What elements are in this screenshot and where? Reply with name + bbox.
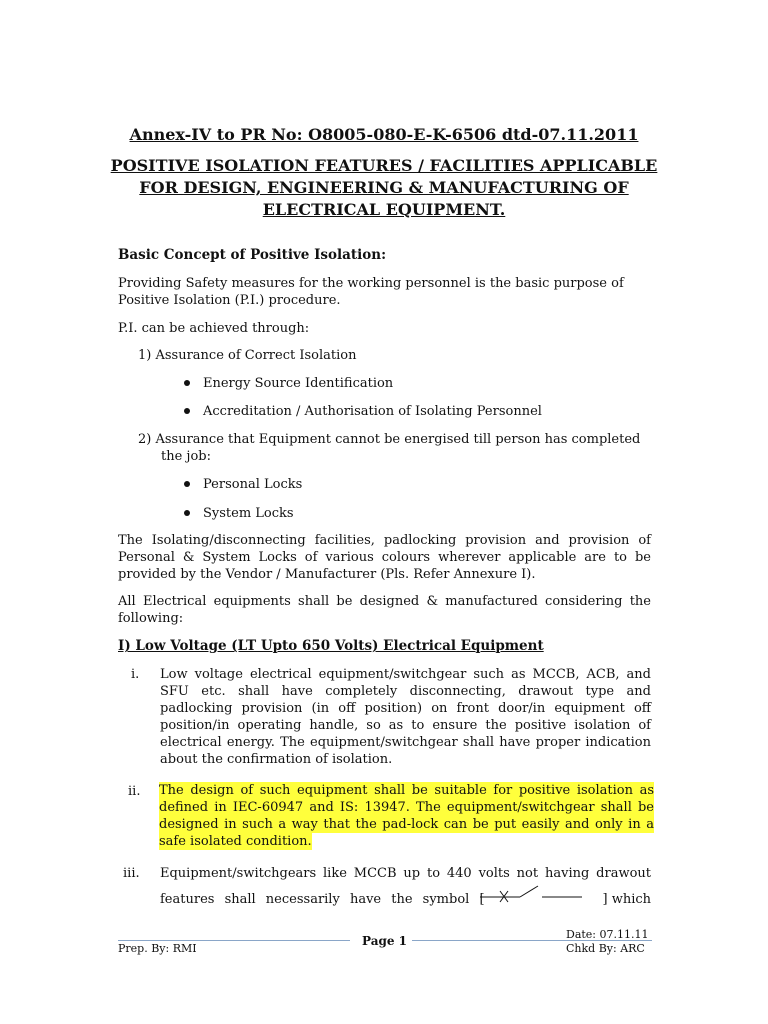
item-ii-number: ii.: [128, 784, 141, 799]
item-2-line-1: 2) Assurance that Equipment cannot be energised till person has completed: [138, 432, 641, 447]
pi-through: P.I. can be achieved through:: [118, 321, 310, 336]
para-isolating: The Isolating/disconnecting facilities, padlocking provision and provision of Personal & System Locks of various colours wherever applicable are to be provided by the Vendor / Manufacturer (Pls. Refer Annexure I).: [118, 533, 651, 582]
item-ii-line-3: designed in such a way that the pad-lock can be put easily and only in a: [159, 817, 654, 832]
lt-heading: I) Low Voltage (LT Upto 650 Volts) Electrical Equipment: [118, 638, 544, 654]
intro-line-1: Providing Safety measures for the working personnel is the basic purpose of: [118, 276, 624, 291]
intro-paragraph: [118, 275, 624, 309]
item-i-number: i.: [131, 667, 140, 682]
item-1: 1) Assurance of Correct Isolation: [138, 348, 357, 363]
item-iii-line-2-end: ] which: [602, 892, 651, 907]
footer-page-number: Page 1: [362, 934, 408, 948]
item-iii-line-2-text: features shall necessarily have the symbol [: [160, 892, 485, 907]
item-ii-line-1: The design of such equipment shall be suitable for positive isolation as: [159, 783, 654, 798]
main-title: [0, 155, 768, 221]
item-iii-number: iii.: [123, 866, 140, 881]
footer-date: Date: 07.11.11: [566, 928, 649, 941]
main-title-line-3: ELECTRICAL EQUIPMENT.: [262, 200, 506, 219]
bullet-personal-locks: Personal Locks: [203, 477, 303, 492]
section-heading: Basic Concept of Positive Isolation:: [118, 247, 387, 263]
footer-rule-left: [118, 940, 350, 941]
intro-line-2: Positive Isolation (P.I.) procedure.: [118, 293, 341, 308]
bullet-dot: [184, 510, 190, 516]
item-ii-line-2: defined in IEC-60947 and IS: 13947. The equipment/switchgear shall be: [159, 800, 654, 815]
bullet-dot: [184, 380, 190, 386]
item-2-line-2: the job:: [161, 449, 211, 464]
item-ii-text: [159, 782, 654, 850]
bullet-accreditation: Accreditation / Authorisation of Isolating Personnel: [203, 404, 542, 419]
isolation-symbol-icon: [478, 883, 588, 905]
para-all-equipment: All Electrical equipments shall be designed & manufactured considering the following:: [118, 594, 651, 626]
footer-prepared-by: Prep. By: RMI: [118, 942, 197, 955]
footer-checked-by: Chkd By: ARC: [566, 942, 645, 955]
bullet-system-locks: System Locks: [203, 506, 294, 521]
item-ii-line-4: safe isolated condition.: [159, 834, 312, 849]
bullet-energy-source: Energy Source Identification: [203, 376, 394, 391]
footer-rule-right: [412, 940, 652, 941]
bullet-dot: [184, 408, 190, 414]
item-iii-line-1: Equipment/switchgears like MCCB up to 440 volts not having drawout: [160, 866, 651, 881]
main-title-line-1: POSITIVE ISOLATION FEATURES / FACILITIES APPLICABLE: [110, 156, 658, 175]
annex-title: Annex-IV to PR No: O8005-080-E-K-6506 dtd-07.11.2011: [129, 125, 639, 144]
bullet-dot: [184, 481, 190, 487]
item-iii-line-2: [160, 891, 651, 909]
main-title-line-2: FOR DESIGN, ENGINEERING & MANUFACTURING OF: [139, 178, 629, 197]
item-i-text: Low voltage electrical equipment/switchgear such as MCCB, ACB, and SFU etc. shall have completely disconnecting, drawout type and padlocking provision (in off position) on front door/in equipment off position/in operating handle, so as to ensure the positive isolation of electrical energy. The equipment/switchgear shall have proper indication about the confirmation of isolation.: [160, 667, 651, 767]
